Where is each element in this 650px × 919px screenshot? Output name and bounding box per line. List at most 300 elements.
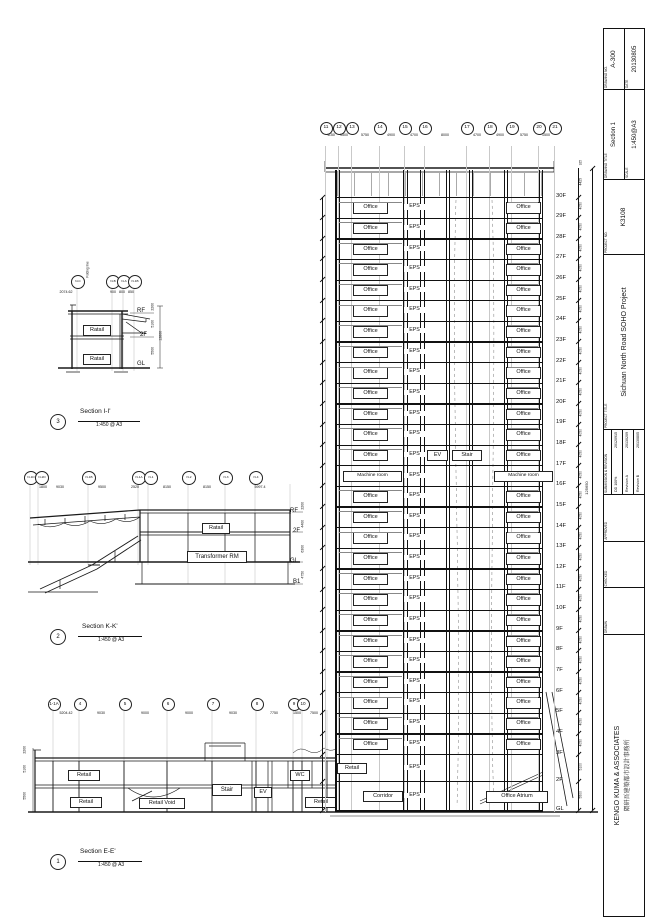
tower-roof-mullions: [337, 173, 543, 196]
tower-floor-height-dim: 4050: [578, 326, 583, 334]
drawing-title-label: DRAWING TITLE: [604, 153, 608, 178]
room-label-office: Office: [353, 223, 388, 235]
project-no-label: PROJECT NO.: [604, 231, 608, 253]
room-label-office: Office: [353, 450, 388, 462]
room-label-office: Office: [353, 636, 388, 648]
section-k-grid-dim: 9030: [56, 485, 64, 489]
firm-cell: [604, 634, 644, 916]
room-label-office-atrium: Office Atrium: [486, 791, 548, 803]
section-k-grid-bubble: N-3: [219, 471, 233, 485]
shaft-label-eps: EPS: [404, 679, 425, 684]
tower-grid-dim: 4900: [387, 133, 395, 137]
tower-grid-bubble: 16: [419, 122, 432, 135]
room-label-office: Office: [353, 512, 388, 524]
tower-grid-dim: 5750: [361, 133, 369, 137]
tower-grid-dim: 1150: [327, 133, 335, 137]
tower-floor-line: [335, 568, 543, 569]
tower-floor-label: 16F: [556, 481, 566, 488]
date-value: 20130805: [631, 45, 638, 73]
tower-floor-height-dim: 4050: [578, 552, 583, 561]
approval-field: [604, 495, 644, 541]
section-k-grid-dim: 2520: [131, 485, 139, 489]
shaft-label-eps: EPS: [404, 431, 425, 436]
tower-floor-line: [335, 651, 543, 652]
tower-floor-label: 14F: [556, 522, 566, 529]
section-e-grid-dim: 1500: [293, 711, 301, 715]
drawing-title-cell: [604, 89, 644, 179]
tower-floor-line: [335, 506, 543, 507]
tower-left-dim-line: [322, 197, 323, 810]
section-e-grid-dim: 7500: [310, 711, 318, 715]
tower-floor-line: [335, 218, 543, 219]
tower-floor-label: 4F: [556, 728, 563, 735]
section-e-grid-bubble: 6: [162, 698, 175, 711]
room-label-office: Office: [353, 697, 388, 709]
shaft-label-eps: EPS: [404, 741, 425, 746]
room-label-office: Office: [506, 202, 541, 214]
tower-floor-label: 8F: [556, 646, 563, 653]
section-k-grid-bubble: N-1D: [24, 471, 38, 485]
revision-date: 20130209: [625, 432, 630, 448]
room-label-office: Office: [506, 223, 541, 235]
tower-total-dim-line: [592, 168, 593, 810]
tower-floor-line: [335, 383, 543, 384]
tower-floor-height-dim: 4425: [578, 177, 583, 185]
section-number-bubble: 2: [50, 629, 66, 645]
section-e-grid-dim: 9030: [229, 711, 237, 715]
tower-floor-line: [335, 781, 543, 782]
tower-floor-height-dim: 4050: [578, 305, 583, 313]
room-label-office: Office: [506, 429, 541, 441]
tower-floor-label: 30F: [556, 192, 566, 199]
tower-floor-label: 24F: [556, 316, 566, 323]
room-label-retail-2f: Retail: [68, 770, 100, 781]
tower-total-height-dim: 125650: [584, 481, 589, 495]
tower-floor-label: 25F: [556, 295, 566, 302]
shaft-label-eps: EPS: [404, 617, 425, 622]
tower-floor-label: 5F: [556, 708, 563, 715]
project-no-cell: [604, 179, 644, 254]
section-k-grid-bubble: N-1A: [132, 471, 146, 485]
tower-floor-line: [335, 713, 543, 714]
tower-floor-label: 23F: [556, 336, 566, 343]
room-label-machine: Machine room: [494, 471, 553, 483]
shaft-label-eps: EPS: [404, 576, 425, 581]
shaft-label-eps: EPS: [404, 638, 425, 643]
tower-grid-bubble: 19: [506, 122, 519, 135]
room-label-office: Office: [506, 656, 541, 668]
room-label-transformer: Transformer RM: [187, 551, 247, 563]
room-label-office: Office: [353, 305, 388, 317]
tower-floor-label: 7F: [556, 666, 563, 673]
tower-grid-bubble: 20: [533, 122, 546, 135]
room-label-office: Office: [353, 409, 388, 421]
room-label-office: Office: [506, 326, 541, 338]
room-label-office: Office: [506, 615, 541, 627]
shaft-label-eps: EPS: [404, 473, 425, 478]
level-dim: 2200: [300, 501, 305, 510]
approval-field: [604, 587, 644, 634]
tower-floor-line: [335, 630, 543, 631]
tower-grid-bubble: 12: [333, 122, 346, 135]
revision-name: Revision A: [625, 475, 630, 492]
tower-floor-label: 10F: [556, 605, 566, 612]
revision-row: [633, 430, 644, 494]
tower-floor-line: [335, 548, 543, 549]
tower-floor-line: [335, 321, 543, 322]
firm-name: KENGO KUMA & ASSOCIATES: [614, 725, 621, 826]
tower-floor-label: 19F: [556, 419, 566, 426]
tower-floor-label: 13F: [556, 543, 566, 550]
room-label-retail-gl: Retail: [70, 797, 102, 808]
room-label-office: Office: [506, 491, 541, 503]
tower-floor-height-dim: 4050: [578, 470, 583, 478]
tower-floor-height-dim: 4050: [578, 594, 583, 602]
tower-floor-height-dim: 4050: [578, 284, 583, 293]
room-label-office: Office: [506, 532, 541, 544]
tower-grid-line: [325, 146, 326, 812]
shaft-label-eps: EPS: [404, 493, 425, 498]
room-label-office: Office: [353, 264, 388, 276]
shaft-label-eps: EPS: [404, 246, 425, 251]
shaft-label-eps: EPS: [404, 411, 425, 416]
tower-floor-height-dim: 4050: [578, 676, 583, 685]
project-title-label: PROJECT TITLE: [604, 403, 608, 428]
room-label-office: Office: [506, 244, 541, 256]
revision-header: SUBMISSION & REVISION: [604, 453, 608, 493]
tower-floor-height-dim: 4050: [578, 202, 583, 210]
tower-floor-line: [335, 589, 543, 590]
shaft-label-eps: EPS: [404, 307, 425, 312]
revision-name: DD 100%: [614, 476, 619, 492]
shaft-label-eps: EPS: [404, 225, 425, 230]
drawing-no-label: DRAWING NO.: [604, 66, 608, 88]
scale-field: [624, 90, 644, 179]
scale-value: 1:450@A3: [631, 120, 638, 149]
tower-grid-dim: 5750: [520, 133, 528, 137]
room-label-office: Office: [353, 615, 388, 627]
tower-floor-line: [335, 403, 543, 404]
tower-floor-line: [335, 610, 543, 611]
revision-date: 20130805: [636, 432, 641, 448]
room-label-ev: EV: [254, 787, 272, 798]
section-title: Section K-K': [82, 623, 118, 630]
section-i-grid-bubble: N-C: [71, 275, 85, 289]
project-title-cell: [604, 254, 644, 429]
section-e-grid-bubble: 4: [74, 698, 87, 711]
section-title: Section I-I': [80, 408, 111, 415]
tower-floor-label: 6F: [556, 687, 563, 694]
level-dim: 4400: [300, 519, 305, 528]
revision-row: [622, 430, 633, 494]
firm-name-cjk: 隈研吾建築都市設計事務所: [625, 739, 631, 812]
section-k-grid-bubble: N-1B: [82, 471, 96, 485]
room-label-office: Office: [506, 305, 541, 317]
level-label-2f: 2F: [140, 332, 148, 338]
section-e-grid-dim: 7750: [270, 711, 278, 715]
room-label-office: Office: [506, 739, 541, 751]
tower-floor-label: 12F: [556, 563, 566, 570]
tower-floor-line: [335, 280, 543, 281]
tower-grid-dim: 1500: [340, 133, 348, 137]
section-scale: 1:450 @ A3: [98, 637, 125, 643]
level-dim: 4750: [300, 570, 305, 579]
shaft-label-eps: EPS: [404, 699, 425, 704]
room-label-office: Office: [506, 512, 541, 524]
shaft-label-eps: EPS: [404, 658, 425, 663]
tower-floor-label: 2F: [556, 776, 563, 783]
room-label-office: Office: [353, 202, 388, 214]
tower-floor-height-dim: 4050: [578, 387, 583, 396]
tower-floor-height-dim: 4050: [578, 573, 583, 582]
room-label-retail: Ratail: [202, 523, 230, 534]
room-label-retail-gl-right: Retail: [305, 797, 337, 808]
shaft-label-eps: EPS: [404, 452, 425, 457]
tower-floor-line: [335, 238, 543, 239]
level-label-b1: B1: [293, 579, 301, 585]
section-k-grid-bubble: N-4: [249, 471, 263, 485]
level-label-rf: RF: [290, 508, 298, 514]
level-label-rf: RF: [137, 308, 145, 314]
tower-floor-line: [335, 424, 543, 425]
room-label-office: Office: [506, 264, 541, 276]
tower-floor-line: [335, 486, 543, 487]
section-e-grid-dim: 9000: [185, 711, 193, 715]
shaft-label-eps: EPS: [404, 369, 425, 374]
tower-floor-line: [335, 692, 543, 693]
shaft-label-eps: EPS: [404, 349, 425, 354]
section-i-grid-dim: 850: [128, 290, 134, 294]
tower-floor-label: 26F: [556, 275, 566, 282]
section-scale: 1:450 @ A3: [96, 422, 123, 428]
room-label-office: Office: [353, 718, 388, 730]
section-e-grid-dim: 9030: [97, 711, 105, 715]
tower-floor-height-dim: 5100: [578, 762, 583, 770]
room-label-office: Office: [353, 574, 388, 586]
tower-floor-height-dim: 4050: [578, 222, 583, 231]
room-label-office: Office: [353, 491, 388, 503]
tower-floor-line: [335, 259, 543, 260]
total-height-dim: 12800: [158, 330, 163, 341]
section-i-grid-dim: 900: [110, 290, 116, 294]
scale-label: SCALE: [625, 167, 629, 178]
room-label-corridor: Corridor: [363, 791, 403, 803]
room-label-stair: Stair: [212, 784, 242, 796]
level-label-2f: 2F: [293, 528, 301, 534]
tower-floor-label: 28F: [556, 233, 566, 240]
drawing-title: Section 1: [611, 121, 617, 148]
shaft-label-eps: EPS: [404, 793, 425, 798]
room-label-office: Office: [506, 285, 541, 297]
room-label-office: Office: [506, 450, 541, 462]
date-label: DATE: [625, 79, 629, 88]
section-k-grid-dim: 8150: [163, 485, 171, 489]
room-label-machine: Machine room: [343, 471, 402, 483]
section-e-grid-bubble: 9: [288, 698, 301, 711]
tower-floor-label: 27F: [556, 254, 566, 261]
revisions-cell: [604, 429, 644, 494]
tower-floor-height-dim: 4050: [578, 656, 583, 664]
room-label-office: Office: [506, 677, 541, 689]
shaft-label-eps: EPS: [404, 534, 425, 539]
level-label-gl: GL: [290, 558, 299, 564]
tower-floor-label: 18F: [556, 440, 566, 447]
tower-floor-label: 22F: [556, 357, 566, 364]
section-k-grid-dim: 5997.4: [254, 485, 266, 489]
room-label-retail: Retail: [337, 763, 367, 775]
room-label-office: Office: [506, 409, 541, 421]
tower-floor-height-dim: 4050: [578, 738, 583, 747]
tower-grid-dim: 4900: [496, 133, 504, 137]
revision-name: Revision B: [636, 474, 641, 492]
section-i-grid-bubble: N-1B: [128, 275, 142, 289]
shaft-label-eps: EPS: [404, 287, 425, 292]
tower-floor-line: [335, 445, 543, 446]
tower-grid-dim: 4700: [410, 133, 418, 137]
level-dim: 5100: [22, 764, 27, 773]
revision-date: 20120915: [614, 432, 619, 448]
tower-floor-line: [335, 300, 543, 301]
section-number-bubble: 1: [50, 854, 66, 870]
room-label-office: Office: [506, 697, 541, 709]
level-dim: 5100: [150, 319, 155, 328]
tower-floor-height-dim: 4050: [578, 511, 583, 520]
tower-floor-height-dim: 4050: [578, 697, 583, 705]
tower-floor-label: 20F: [556, 398, 566, 405]
tower-grid-dim: 4700: [473, 133, 481, 137]
tower-grid-dim: 8000: [441, 133, 449, 137]
tower-grid-bubble: 14: [374, 122, 387, 135]
tower-floor-line: [335, 810, 543, 812]
section-title: Section E-E': [80, 848, 116, 855]
room-label-retail-lower: Ratail: [83, 354, 111, 365]
room-label-office: Office: [506, 553, 541, 565]
shaft-label-ev: EV: [427, 450, 448, 461]
section-e-grid-bubble: 8: [251, 698, 264, 711]
tower-grid-bubble: 21: [549, 122, 562, 135]
room-label-office: Office: [506, 636, 541, 648]
tower-floor-line: [335, 197, 543, 198]
room-label-office: Office: [353, 532, 388, 544]
level-dim: 5500: [150, 346, 155, 355]
room-label-office: Office: [353, 347, 388, 359]
shaft-label-eps: EPS: [404, 390, 425, 395]
room-label-retail-void: Retail Void: [139, 798, 185, 809]
shaft-label-eps: EPS: [404, 765, 425, 770]
shaft-label-eps: EPS: [404, 720, 425, 725]
tower-grid-bubble: 17: [461, 122, 474, 135]
tower-floor-label: GL: [556, 805, 564, 812]
shaft-label-eps: EPS: [404, 328, 425, 333]
drawing-title-field: [604, 90, 624, 179]
section-i-grid-bubble: N-A: [117, 275, 131, 289]
tower-floor-height-dim: 4050: [578, 532, 583, 540]
section-e-grid-bubble: 7: [207, 698, 220, 711]
shaft-label-eps: EPS: [404, 555, 425, 560]
level-dim: 2200: [150, 302, 155, 311]
tower-floor-height-dim: 4050: [578, 718, 583, 726]
room-label-office: Office: [506, 574, 541, 586]
room-label-office: Office: [353, 244, 388, 256]
room-label-office: Office: [353, 594, 388, 606]
tower-floor-line: [335, 341, 543, 342]
tower-floor-height-dim: 4050: [578, 449, 583, 458]
tower-floor-line: [335, 733, 543, 734]
room-label-office: Office: [506, 388, 541, 400]
tower-floor-line: [335, 362, 543, 363]
section-e-grid-bubble: 10: [297, 698, 310, 711]
approval-field: [604, 541, 644, 588]
tower-floor-label: 21F: [556, 378, 566, 385]
tower-floor-height-dim: 4050: [578, 614, 583, 623]
tower-floor-label: 9F: [556, 625, 563, 632]
section-k-grid-dim: 9500: [98, 485, 106, 489]
tower-floor-height-dim: 4050: [578, 635, 583, 644]
tower-floor-height-dim: 4050: [578, 346, 583, 355]
tower-floor-height-dim: 4050: [578, 264, 583, 272]
title-block-inner: [604, 29, 644, 916]
shaft-label-stair: Stair: [452, 450, 482, 461]
room-label-office: Office: [353, 388, 388, 400]
approval-label: APPROVED: [604, 521, 608, 540]
shaft-label-eps: EPS: [404, 596, 425, 601]
tower-floor-height-dim: 4050: [578, 429, 583, 437]
shaft-label-eps: EPS: [404, 514, 425, 519]
revision-row: [611, 430, 622, 494]
folding-line-label: Folding line: [85, 261, 90, 278]
room-label-retail-upper: Ratail: [83, 325, 111, 336]
section-number-bubble: 3: [50, 414, 66, 430]
tower-grid-line: [554, 146, 555, 812]
tower-floor-label: 17F: [556, 460, 566, 467]
room-label-office: Office: [506, 594, 541, 606]
room-label-office: Office: [506, 347, 541, 359]
shaft-label-eps: EPS: [404, 266, 425, 271]
drawing-no: A-300: [609, 50, 617, 68]
level-dim: 5500: [22, 791, 27, 800]
approval-label: CHECKED: [604, 570, 608, 587]
approval-label: DRAWN: [604, 621, 608, 633]
tower-grid-bubble: 13: [346, 122, 359, 135]
drawing-no-field: [604, 29, 624, 89]
room-label-office: Office: [353, 739, 388, 751]
room-label-wc: WC: [290, 770, 310, 781]
project-title: Sichuan North Road SOHO Project: [620, 287, 628, 397]
section-k-grid-bubble: N-1: [144, 471, 158, 485]
tower-grid-bubble: 11: [320, 122, 333, 135]
tower-parapet-dim: 925: [578, 159, 583, 166]
room-label-office: Office: [353, 326, 388, 338]
room-label-office: Office: [353, 553, 388, 565]
section-k-grid-dim: 8150: [203, 485, 211, 489]
level-dim: 2200: [22, 745, 27, 754]
tower-floor-label: 11F: [556, 584, 566, 591]
tower-grid-bubble: 18: [484, 122, 497, 135]
section-i-grid-dim: 2074.62: [59, 290, 73, 294]
section-k-grid-bubble: N-2D: [35, 471, 49, 485]
tower-grid-dim: 1500: [542, 133, 550, 137]
section-k-grid-dim: 1800: [39, 485, 47, 489]
tower-floor-line: [335, 754, 543, 755]
section-e-grid-dim: 5204.42: [59, 711, 73, 715]
section-i-grid-bubble: N-B: [106, 275, 120, 289]
section-k-grid-bubble: N-2: [182, 471, 196, 485]
tower-floor-height-dim: 4050: [578, 367, 583, 375]
room-label-office: Office: [506, 367, 541, 379]
tower-floor-label: 29F: [556, 213, 566, 220]
approvals-cell: [604, 494, 644, 634]
tower-floor-height-dim: 5500: [578, 790, 583, 798]
